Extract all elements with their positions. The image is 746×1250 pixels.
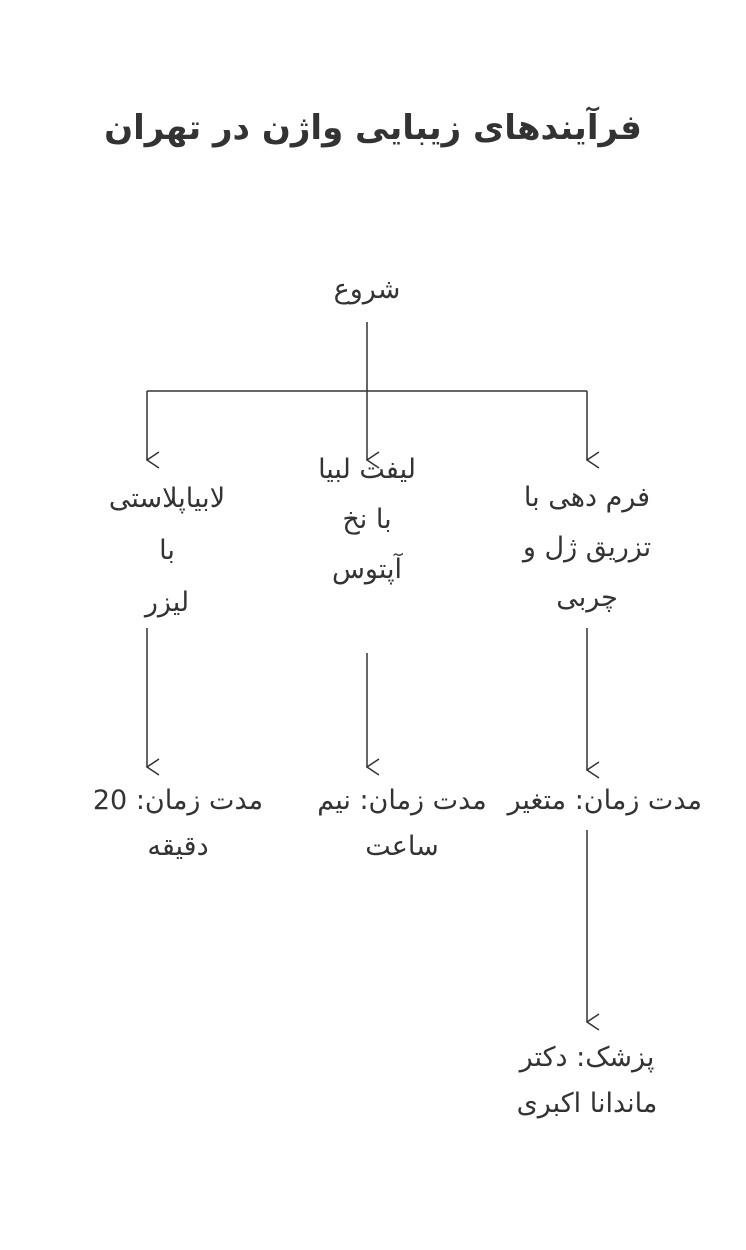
duration-middle-node xyxy=(287,778,517,870)
doctor-node xyxy=(497,1035,677,1127)
procedure-right-line-3: چربی xyxy=(556,582,618,613)
procedure-middle-node xyxy=(287,445,447,595)
duration-right-node xyxy=(507,778,702,824)
procedure-left-line-1: لابیاپلاستی xyxy=(108,483,226,514)
diagram-title: فرآیندهای زیبایی واژن در تهران xyxy=(104,108,642,148)
procedure-left-line-2: با xyxy=(159,535,175,566)
start-node xyxy=(287,267,447,313)
start-node-label: شروع xyxy=(333,274,401,305)
procedure-middle-line-3: آپتوس xyxy=(331,554,403,585)
procedure-middle-line-2: با نخ xyxy=(342,504,392,535)
procedure-middle-line-1: لیفت لبیا xyxy=(318,454,416,485)
procedure-left-line-3: لیزر xyxy=(144,587,190,618)
procedure-right-line-1: فرم دهی با xyxy=(523,482,651,513)
duration-left-node xyxy=(68,778,288,870)
doctor-line-2: ماندانا اکبری xyxy=(516,1088,658,1119)
duration-left-line-1: مدت زمان: 20 xyxy=(92,785,264,816)
duration-middle-line-2: ساعت xyxy=(365,831,439,862)
duration-right-label: مدت زمان: متغیر xyxy=(507,785,702,816)
procedure-right-line-2: تزریق ژل و xyxy=(522,532,652,563)
doctor-line-1: پزشک: دکتر xyxy=(519,1042,655,1073)
duration-left-line-2: دقیقه xyxy=(147,831,209,862)
procedure-right-node xyxy=(497,473,677,623)
procedure-left-node xyxy=(82,473,252,629)
duration-middle-line-1: مدت زمان: نیم xyxy=(317,785,487,816)
